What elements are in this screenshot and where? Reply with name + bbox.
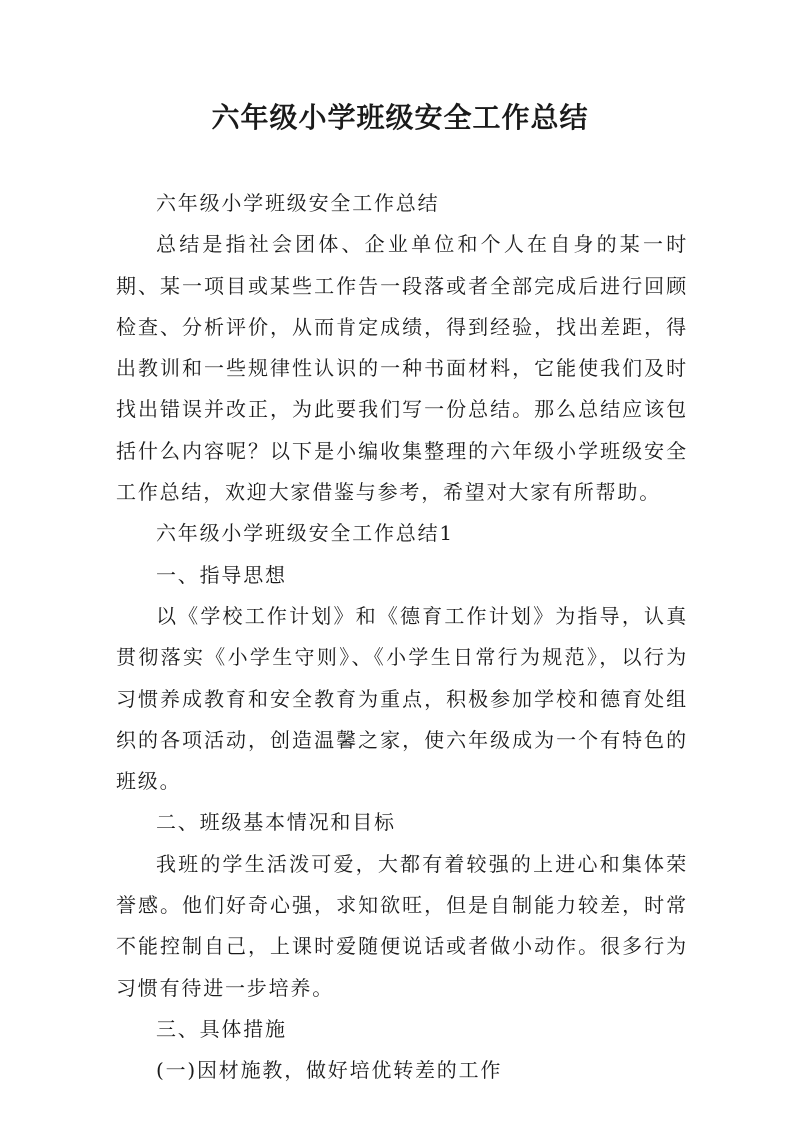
intro-paragraph: 总结是指社会团体、企业单位和个人在自身的某一时期、某一项目或某些工作告一段落或者全部完成后进行回顾检查、分析评价，从而肯定成绩，得到经验，找出差距，得出教训和一些规律性认识的一种书面材料，它能使我们及时找出错误并改正，为此要我们写一份总结。那么总结应该包括什么内容呢？以下是小编收集整理的六年级小学班级安全工作总结，欢迎大家借鉴与参考，希望对大家有所帮助。 bbox=[116, 232, 688, 505]
section-heading-guiding-ideology: 一、指导思想 bbox=[156, 562, 287, 587]
section-heading-class-situation: 二、班级基本情况和目标 bbox=[156, 810, 396, 835]
document-body bbox=[116, 183, 688, 1092]
measure-item-1: (一)因材施教，做好培优转差的工作 bbox=[156, 1058, 503, 1083]
document-title: 六年级小学班级安全工作总结 bbox=[211, 101, 589, 134]
section-heading-summary-1: 六年级小学班级安全工作总结1 bbox=[156, 521, 454, 546]
class-situation-paragraph: 我班的学生活泼可爱，大都有着较强的上进心和集体荣誉感。他们好奇心强，求知欲旺，但是自制能力较差，时常不能控制自己，上课时爱随便说话或者做小动作。很多行为习惯有待进一步培养。 bbox=[116, 851, 688, 1000]
section-heading-measures: 三、具体措施 bbox=[156, 1016, 287, 1041]
guiding-ideology-paragraph: 以《学校工作计划》和《德育工作计划》为指导，认真贯彻落实《小学生守则》、《小学生日常行为规范》，以行为习惯养成教育和安全教育为重点，积极参加学校和德育处组织的各项活动，创造温馨之家，使六年级成为一个有特色的班级。 bbox=[116, 603, 688, 794]
subtitle-paragraph: 六年级小学班级安全工作总结 bbox=[156, 191, 440, 215]
